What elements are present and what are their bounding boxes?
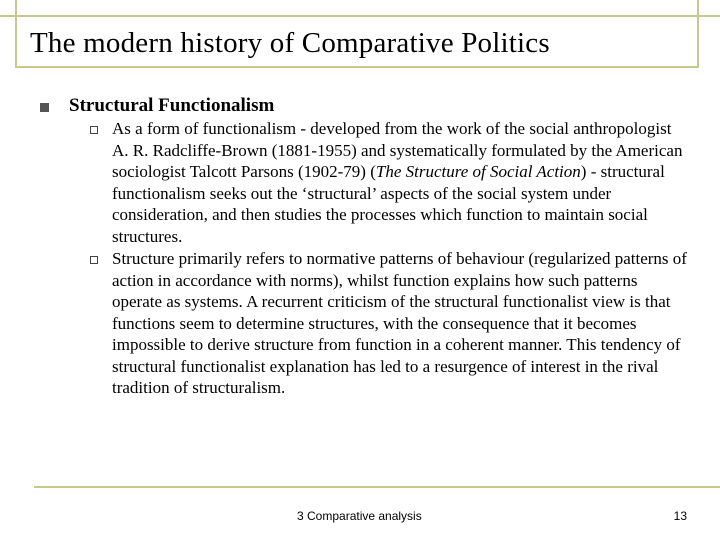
hollow-square-bullet-icon — [90, 126, 98, 134]
italic-book-title: The Structure of Social Action — [375, 162, 581, 181]
sub-bullet-item — [90, 118, 690, 247]
slide-title: The modern history of Comparative Politics — [30, 27, 550, 59]
sub-bullet-text: Structure primarily refers to normative patterns of behaviour (regularized patterns of action in accordance with norms), whilst function explains how such patterns operate as systems. A recurrent criticism of the structural functionalist view is that functions seem to determine structures, with the consequence that it becomes impossible to derive structure from function in a coherent manner. This tendency of structural functionalist explanation has led to a resurgence of interest in the rival tradition of structuralism. — [112, 249, 687, 397]
sub-bullet-list — [40, 118, 690, 399]
text-part: ) - structural functionalism seeks out the ‘structural’ aspects of the social system under consideration, and then studies the processes which function to maintain social structures. — [112, 162, 665, 246]
page-number: 13 — [673, 509, 687, 523]
bullet-heading: Structural Functionalism — [69, 95, 275, 116]
text-part: As a form of functionalism - developed from the work of the social anthropologist A. R. Radcliffe-Brown (1881-1955) and systematically formulated by the American sociologist Talcott Parsons (1902-79) ( — [112, 119, 683, 181]
hollow-square-bullet-icon — [90, 256, 98, 264]
square-bullet-icon — [40, 103, 49, 112]
title-underline — [15, 66, 699, 68]
frame-left-line — [15, 0, 17, 66]
frame-right-line — [697, 0, 699, 66]
main-bullet-item — [40, 95, 690, 117]
footer-label: 3 Comparative analysis — [297, 509, 422, 523]
sub-bullet-text — [112, 118, 690, 247]
footer-divider — [34, 486, 720, 488]
slide-content — [40, 95, 690, 399]
sub-bullet-item — [90, 248, 690, 399]
frame-top-line — [0, 15, 720, 17]
